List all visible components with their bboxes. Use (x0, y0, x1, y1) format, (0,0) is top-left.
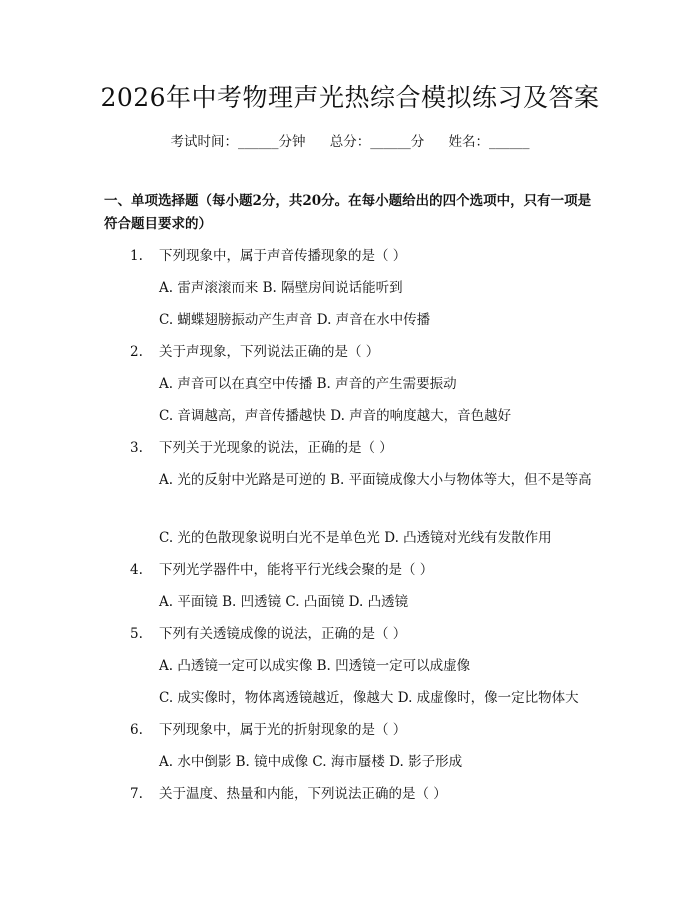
question-text: 下列光学器件中，能将平行光线会聚的是（ ） (159, 562, 434, 578)
question-item (104, 783, 604, 815)
question-number: 4. (130, 562, 143, 578)
option-line: A. 凸透镜一定可以成实像 B. 凹透镜一定可以成虚像 (159, 658, 471, 674)
question-number: 3. (130, 440, 143, 456)
question-number: 6. (130, 722, 143, 738)
question-item (104, 341, 604, 373)
option-line: A. 雷声滚滚而来 B. 隔壁房间说话能听到 (159, 280, 403, 296)
option-line: C. 成实像时，物体离透镜越近，像越大 D. 成虚像时，像一定比物体大 (159, 690, 579, 706)
question-text: 下列现象中，属于光的折射现象的是（ ） (159, 722, 407, 738)
option-line: A. 光的反射中光路是可逆的 B. 平面镜成像大小与物体等大，但不是等高 (159, 472, 592, 488)
question-number: 1. (130, 248, 143, 264)
question-item (104, 437, 604, 469)
option-line: A. 水中倒影 B. 镜中成像 C. 海市蜃楼 D. 影子形成 (159, 754, 463, 770)
question-list (104, 245, 604, 815)
question-text: 关于声现象，下列说法正确的是（ ） (159, 344, 380, 360)
option-line: C. 光的色散现象说明白光不是单色光 D. 凸透镜对光线有发散作用 (159, 530, 552, 546)
total-score-field: 总分：______分 (329, 134, 425, 150)
question-number: 5. (130, 626, 143, 642)
question-number: 2. (130, 344, 143, 360)
student-name-field: 姓名：______ (448, 134, 530, 150)
exam-info-line (0, 132, 700, 152)
question-text: 下列关于光现象的说法，正确的是（ ） (159, 440, 393, 456)
question-number: 7. (130, 786, 143, 802)
option-line: A. 声音可以在真空中传播 B. 声音的产生需要振动 (159, 376, 457, 392)
page-title: 2026年中考物理声光热综合模拟练习及答案 (100, 83, 600, 112)
option-line: A. 平面镜 B. 凹透镜 C. 凸面镜 D. 凸透镜 (159, 594, 409, 610)
option-line: C. 蝴蝶翅膀振动产生声音 D. 声音在水中传播 (159, 312, 431, 328)
question-item (104, 559, 604, 591)
section-heading: 一、单项选择题（每小题2分，共20分。在每小题给出的四个选项中，只有一项是符合题目要求的） (104, 193, 592, 232)
question-text: 下列有关透镜成像的说法，正确的是（ ） (159, 626, 407, 642)
question-text: 下列现象中，属于声音传播现象的是（ ） (159, 248, 407, 264)
exam-time-field: 考试时间：______分钟 (170, 134, 306, 150)
question-item (104, 719, 604, 751)
option-line: C. 音调越高，声音传播越快 D. 声音的响度越大，音色越好 (159, 408, 512, 424)
question-item (104, 245, 604, 277)
question-text: 关于温度、热量和内能，下列说法正确的是（ ） (159, 786, 447, 802)
question-item (104, 623, 604, 655)
